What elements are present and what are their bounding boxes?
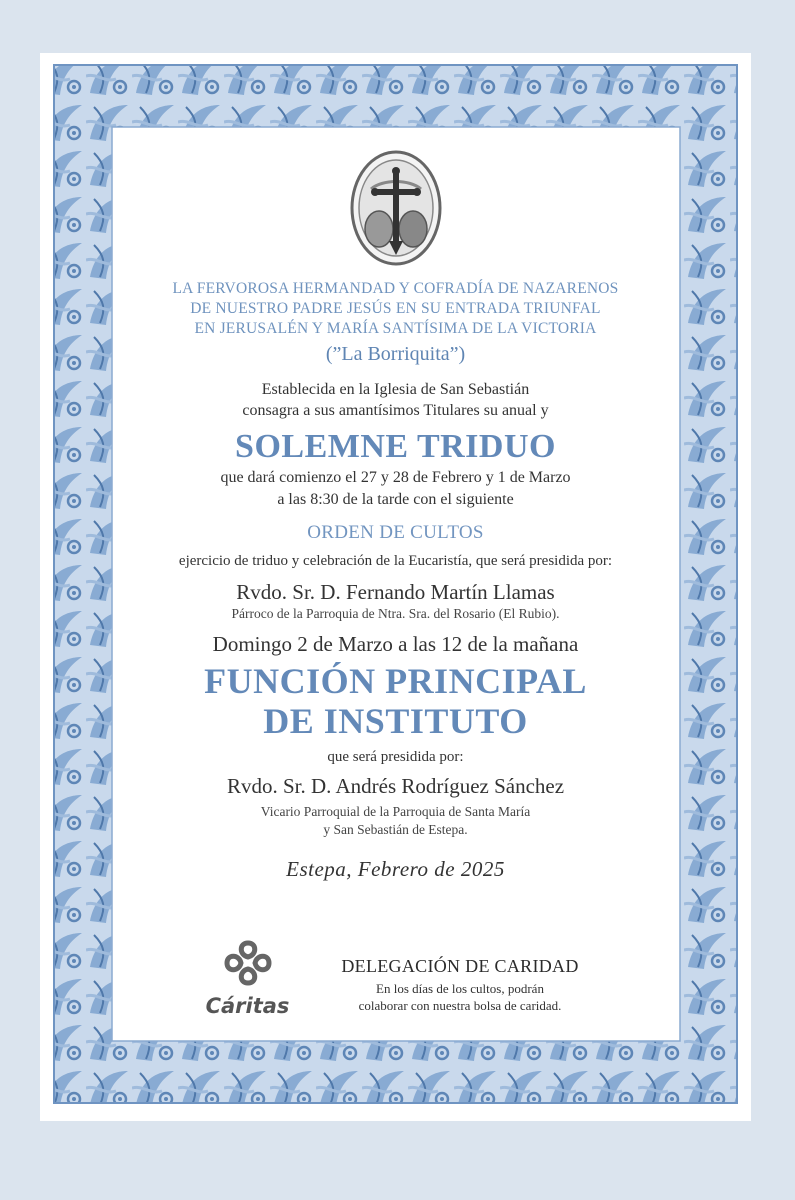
charity-line1: En los días de los cultos, podrán [376, 981, 544, 996]
triduo-priest: Rvdo. Sr. D. Fernando Martín Llamas [236, 580, 555, 604]
brotherhood-nickname: (”La Borriquita”) [325, 343, 466, 365]
charity-title: DELEGACIÓN DE CARIDAD [341, 956, 579, 976]
brotherhood-emblem-icon [349, 149, 443, 267]
caritas-wordmark: Cáritas [205, 994, 290, 1018]
funcion-date: Domingo 2 de Marzo a las 12 de la mañana [212, 632, 579, 656]
triduo-time: a las 8:30 de la tarde con el siguiente [277, 491, 514, 508]
caritas-cross-icon [219, 939, 277, 987]
intro-line2: consagra a sus amantísimos Titulares su anual y [242, 402, 549, 419]
funcion-priest-role-line1: Vicario Parroquial de la Parroquia de Santa María [260, 804, 531, 819]
funcion-title-line2: DE INSTITUTO [263, 701, 528, 741]
charity-section [305, 955, 615, 1014]
brotherhood-name-line1: LA FERVOROSA HERMANDAD Y COFRADÍA DE NAZARENOS [172, 280, 619, 297]
funcion-priest-role-line2: y San Sebastián de Estepa. [323, 822, 468, 837]
funcion-title-line1: FUNCIÓN PRINCIPAL [204, 661, 587, 701]
brotherhood-name-line2: DE NUESTRO PADRE JESÚS EN SU ENTRADA TRIUNFAL [190, 300, 601, 317]
orden-text: ejercicio de triduo y celebración de la Eucaristía, que será presidida por: [178, 553, 613, 569]
orden-title: ORDEN DE CULTOS [307, 522, 484, 543]
triduo-title: SOLEMNE TRIDUO [235, 428, 556, 465]
triduo-priest-role: Párroco de la Parroquia de Ntra. Sra. del Rosario (El Rubio). [231, 606, 560, 621]
caritas-logo [190, 939, 305, 1021]
invitation-card [40, 53, 751, 1121]
triduo-dates: que dará comienzo el 27 y 28 de Febrero y 1 de Marzo [220, 469, 571, 486]
place-date: Estepa, Febrero de 2025 [286, 857, 505, 881]
invitation-content [158, 149, 633, 882]
brotherhood-name-line3: EN JERUSALÉN Y MARÍA SANTÍSIMA DE LA VICTORIA [194, 320, 597, 337]
charity-line2: colaborar con nuestra bolsa de caridad. [358, 998, 562, 1013]
funcion-presided: que será presidida por: [327, 749, 464, 765]
intro-line1: Establecida en la Iglesia de San Sebastián [261, 381, 530, 398]
funcion-priest: Rvdo. Sr. D. Andrés Rodríguez Sánchez [226, 774, 565, 798]
